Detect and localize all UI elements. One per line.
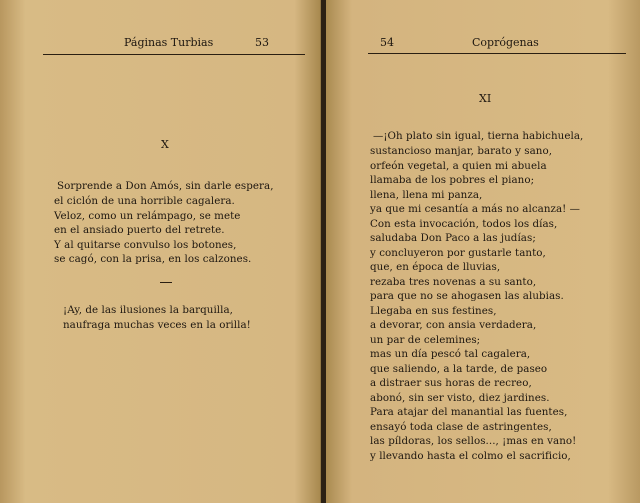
verse-line: que, en época de lluvias, bbox=[370, 261, 501, 273]
running-title-left: Páginas Turbias bbox=[124, 36, 214, 49]
verse-line: que saliendo, a la tarde, de paseo bbox=[370, 363, 548, 375]
chapter-heading-right: XI bbox=[479, 92, 492, 105]
section-dash bbox=[160, 282, 172, 283]
running-title-right: Coprógenas bbox=[472, 36, 539, 49]
verse-line: mas un día pescó tal cagalera, bbox=[370, 348, 531, 360]
verse-line: para que no se ahogasen las alubias. bbox=[370, 290, 564, 302]
verse-line: Sorprende a Don Amós, sin darle espera, bbox=[57, 180, 274, 192]
verse-line: ensayó toda clase de astringentes, bbox=[370, 421, 552, 433]
header-rule-left bbox=[43, 54, 305, 55]
verse-line: orfeón vegetal, a quien mi abuela bbox=[370, 160, 547, 172]
verse-line: Y al quitarse convulso los botones, bbox=[54, 239, 237, 251]
verse-line: a distraer sus horas de recreo, bbox=[370, 377, 532, 389]
verse-line: las píldoras, los sellos..., ¡mas en vano! bbox=[370, 435, 577, 447]
verse-line: llena, llena mi panza, bbox=[370, 189, 483, 201]
chapter-heading-left: X bbox=[161, 138, 169, 151]
verse-line: ya que mi cesantía a más no alcanza! — bbox=[370, 203, 581, 215]
verse-line: el ciclón de una horrible cagalera. bbox=[54, 195, 235, 207]
verse-line: un par de celemines; bbox=[370, 334, 481, 346]
verse-line: en el ansiado puerto del retrete. bbox=[54, 224, 225, 236]
verse-line: saludaba Don Paco a las judías; bbox=[370, 232, 536, 244]
verse-line: Veloz, como un relámpago, se mete bbox=[54, 210, 241, 222]
verse-line: y concluyeron por gustarle tanto, bbox=[370, 247, 546, 259]
verse-line: rezaba tres novenas a su santo, bbox=[370, 276, 537, 288]
verse-line: llamaba de los pobres el piano; bbox=[370, 174, 535, 186]
verse-line: naufraga muchas veces en la orilla! bbox=[63, 319, 251, 331]
header-rule-right bbox=[368, 53, 626, 54]
verse-line: Llegaba en sus festines, bbox=[370, 305, 497, 317]
verse-line: sustancioso manjar, barato y sano, bbox=[370, 145, 553, 157]
page-number-left: 53 bbox=[255, 36, 269, 49]
verse-line: Para atajar del manantial las fuentes, bbox=[370, 406, 568, 418]
right-page bbox=[326, 0, 640, 503]
verse-line: a devorar, con ansia verdadera, bbox=[370, 319, 537, 331]
verse-line: ¡Ay, de las ilusiones la barquilla, bbox=[63, 304, 233, 316]
verse-line: abonó, sin ser visto, diez jardines. bbox=[370, 392, 550, 404]
verse-line: —¡Oh plato sin igual, tierna habichuela, bbox=[373, 130, 584, 142]
verse-line: se cagó, con la prisa, en los calzones. bbox=[54, 253, 252, 265]
page-number-right: 54 bbox=[380, 36, 394, 49]
verse-line: y llevando hasta el colmo el sacrificio, bbox=[370, 450, 571, 462]
verse-line: Con esta invocación, todos los días, bbox=[370, 218, 558, 230]
